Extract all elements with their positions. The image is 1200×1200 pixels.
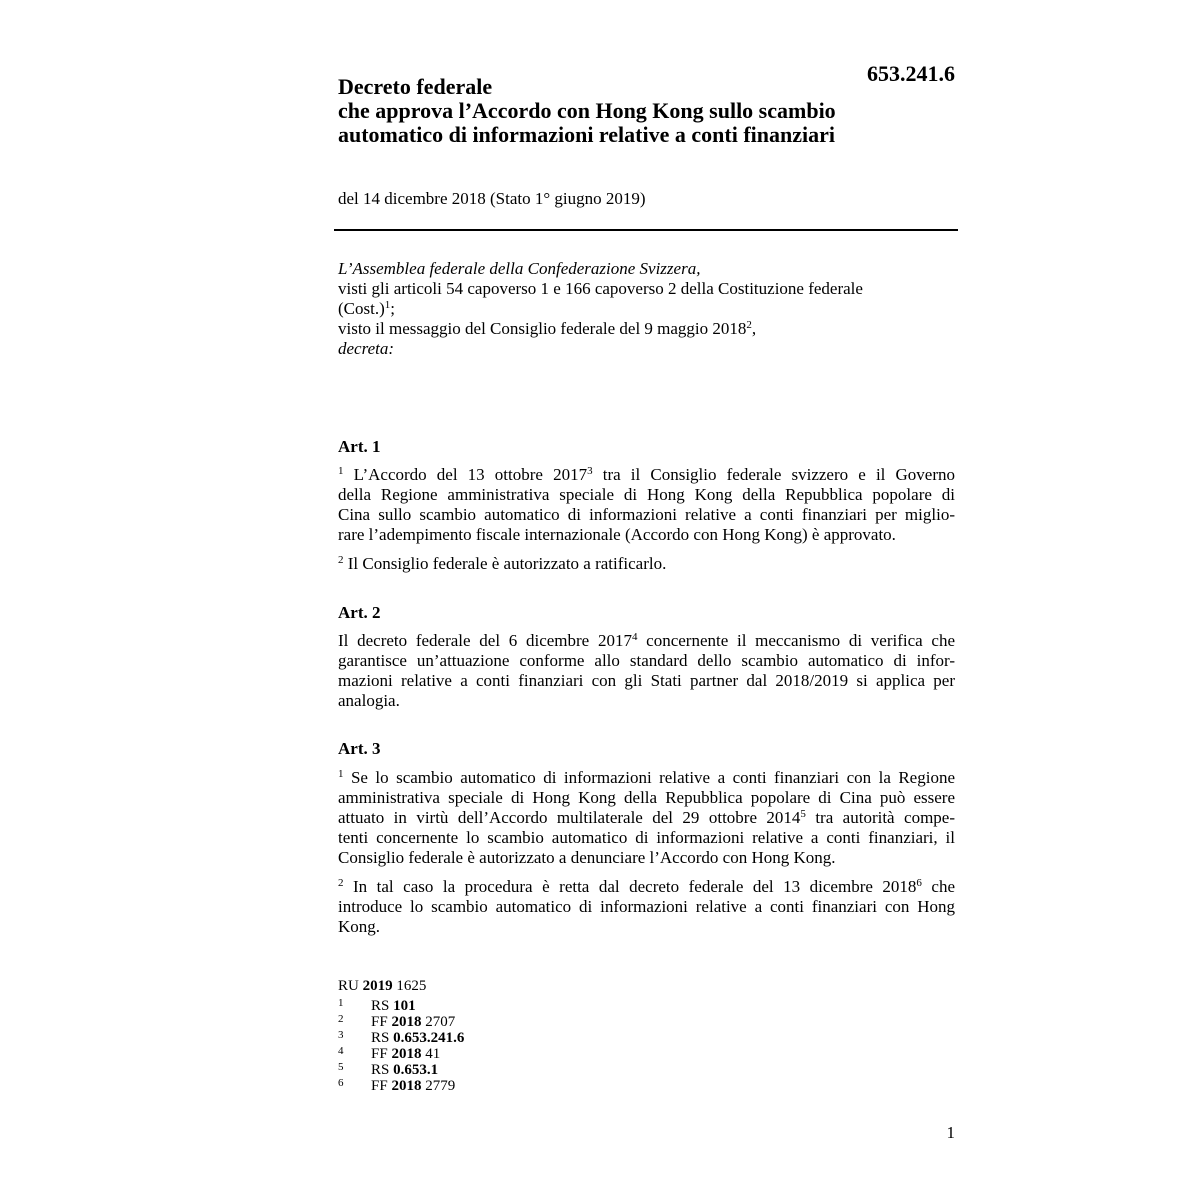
preamble-punct: , [751,319,757,338]
document-date: del 14 dicembre 2018 (Stato 1° giugno 2019) [338,189,646,208]
text-fragment: tra il Consiglio federale svizzero e il Governo [592,465,956,484]
text-line: rare l’adempimento fiscale internazionale (Accordo con Hong Kong) è approvato. [338,525,896,544]
footnote-text: RS 101 [371,998,416,1014]
footnote-text: RS 0.653.241.6 [371,1030,465,1046]
assembly-line: L’Assemblea federale della Confederazione Svizzera, [338,259,701,278]
paragraph-number: 2 [338,877,344,889]
text-line: Cina sullo scambio automatico di informazioni relative a conti finanziari per miglio- [338,505,955,524]
title-line: Decreto federale [338,74,493,99]
footnote-ref[interactable]: 4 [631,631,638,643]
footnote-text: FF 2018 41 [371,1046,441,1062]
footnote-ref[interactable]: 1 [384,299,391,311]
decreta-line: decreta: [338,339,395,358]
preamble-text: (Cost.) [338,299,385,318]
text-line: Kong. [338,917,381,936]
footnote-text: FF 2018 2779 [371,1078,456,1094]
text-line [338,877,955,897]
preamble-line [338,299,958,319]
paragraph-number: 2 [338,554,344,566]
text-line: della Regione amministrativa speciale di Hong Kong della Repubblica popolare di [338,485,955,504]
text-fragment: Il decreto federale del 6 dicembre 2017 [338,631,632,650]
footnote-number: 6 [338,1077,344,1089]
text-fragment: attuato in virtù dell’Accordo multilaterale del 29 ottobre 2014 [338,808,801,827]
article-paragraph [338,768,955,868]
text-line [338,808,955,828]
footnote-number: 5 [338,1061,344,1073]
text-fragment: Se lo scambio automatico di informazioni relative a conti finanziari con la Regione [343,768,955,787]
preamble [338,259,958,359]
article-heading: Art. 2 [338,603,381,622]
footnote-ref[interactable]: 6 [916,877,922,889]
text-line: analogia. [338,691,400,710]
ru-prefix: RU [338,978,359,994]
preamble-line: visti gli articoli 54 capoverso 1 e 166 capoverso 2 della Costituzione federale [338,279,863,298]
document-number: 653.241.6 [867,61,955,86]
paragraph-number: 1 [338,768,344,780]
preamble-line [338,319,958,339]
text-line [338,631,955,651]
ru-reference [338,977,426,995]
horizontal-rule [334,229,958,231]
preamble-text: visto il messaggio del Consiglio federale del 9 maggio 2018 [338,319,747,338]
footnote-ref[interactable]: 5 [800,808,806,820]
text-fragment: concernente il meccanismo di verifica che [637,631,955,650]
text-line: garantisce un’attuazione conforme allo standard dello scambio automatico di infor- [338,651,955,670]
footnote-number: 3 [338,1029,344,1041]
title-line: che approva l’Accordo con Hong Kong sullo scambio [338,98,836,123]
text-line: amministrativa speciale di Hong Kong della Repubblica popolare di Cina può essere [338,788,955,807]
text-line [338,554,955,574]
article-paragraph [338,554,955,574]
text-line: introduce lo scambio automatico di informazioni relative a conti finanziari con Hong [338,897,955,916]
text-fragment: In tal caso la procedura è retta dal decreto federale del 13 dicembre 2018 [343,877,917,896]
text-fragment: tra autorità compe- [805,808,955,827]
footnote-text: FF 2018 2707 [371,1014,456,1030]
text-fragment: che [921,877,956,896]
text-line: mazioni relative a conti finanziari con gli Stati partner dal 2018/2019 si applica per [338,671,955,690]
text-line [338,768,955,788]
ru-page: 1625 [396,978,427,994]
ru-year: 2019 [362,978,393,994]
text-line: Consiglio federale è autorizzato a denunciare l’Accordo con Hong Kong. [338,848,836,867]
article-paragraph [338,465,955,545]
text-line [338,465,955,485]
article-paragraph [338,631,955,711]
footnote-number: 4 [338,1045,344,1057]
text-line: tenti concernente lo scambio automatico di informazioni relative a conti finanziari, il [338,828,955,847]
article-paragraph [338,877,955,937]
footnote-ref[interactable]: 2 [746,319,752,331]
article-heading: Art. 3 [338,739,381,758]
document-title [338,75,938,147]
paragraph-number: 1 [338,465,344,477]
text-fragment: L’Accordo del 13 ottobre 2017 [343,465,588,484]
title-line: automatico di informazioni relative a conti finanziari [338,122,835,147]
article-heading: Art. 1 [338,437,381,456]
footnote-number: 2 [338,1013,344,1025]
preamble-punct: ; [390,299,395,318]
footnote-number: 1 [338,997,344,1009]
footnote-text: RS 0.653.1 [371,1062,439,1078]
footnote-ref[interactable]: 3 [587,465,593,477]
page-number: 1 [946,1123,955,1142]
text-fragment: Il Consiglio federale è autorizzato a ratificarlo. [343,554,667,573]
